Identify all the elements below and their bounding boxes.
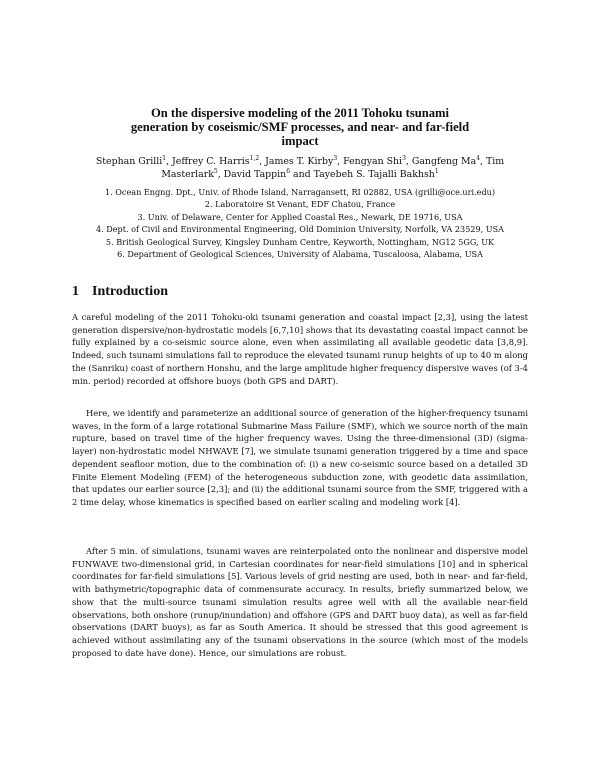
title-line: On the dispersive modeling of the 2011 Tohoku tsunami xyxy=(150,106,450,120)
affiliation-marker: 5 xyxy=(213,167,218,175)
affiliation: 2. Laboratoire St Venant, EDF Chatou, France xyxy=(204,199,396,210)
author-name: , David Tappin xyxy=(217,169,287,180)
affiliation: 6. Department of Geological Sciences, University of Alabama, Tuscaloosa, Alabama, USA xyxy=(117,249,483,260)
affiliation-list xyxy=(40,186,560,260)
author-name: , James T. Kirby xyxy=(259,156,334,167)
affiliation-marker: 1 xyxy=(434,167,439,175)
affiliation: 5. British Geological Survey, Kingsley Dunham Centre, Keyworth, Nottingham, NG12 5GG, UK xyxy=(105,236,495,247)
affiliation-marker: 4 xyxy=(476,154,481,162)
affiliation: 4. Dept. of Civil and Environmental Engineering, Old Dominion University, Norfolk, VA 23529, USA xyxy=(95,224,505,235)
body-paragraph: A careful modeling of the 2011 Tohoku-oki tsunami generation and coastal impact [2,3], using the latest generation dispersive/non-hydrostatic models [6,7,10] shows that its devastating coastal impact cannot be fully explained by a co-seismic source alone, even when assimilating all available geodetic data [3,8,9]. Indeed, such tsunami simulations fail to reproduce the elevated tsunami runup heights of up to 40 m along the (Sanriku) coast of northern Honshu, and the large amplitude higher frequency dispersive waves (of 3-4 min. period) recorded at offshore buoys (both GPS and DART). xyxy=(72,312,528,386)
affiliation-marker: 1,2 xyxy=(249,154,260,162)
body-paragraph: After 5 min. of simulations, tsunami waves are reinterpolated onto the nonlinear and dispersive model FUNWAVE two-dimensional grid, in Cartesian coordinates for near-field simulations [10] and in spherical coordinates for far-field simulations [5]. Various levels of grid nesting are used, both in near- and far-field, with bathymetric/topographic data of commensurate accuracy. In results, briefly summarized below, we show that the multi-source tsunami simulation results agree well with all the available near-field observations, both onshore (runup/inundation) and offshore (GPS and DART buoy data), as well as far-field observations (DART buoys), as far as South America. It should be stressed that this good agreement is achieved without assimilating any of the tsunami observations in the source (which most of the models proposed to date have done). Hence, our simulations are robust. xyxy=(72,546,528,658)
author-name: , Gangfeng Ma xyxy=(405,156,477,167)
affiliation-marker: 1 xyxy=(162,154,167,162)
body-paragraph: Here, we identify and parameterize an additional source of generation of the higher-frequency tsunami waves, in the form of a large rotational Submarine Mass Failure (SMF), which we source north of the main rupture, based on travel time of the higher frequency waves. Using the three-dimensional (3D) (sigma-layer) non-hydrostatic model NHWAVE [7], we simulate tsunami generation triggered by a time and space dependent seafloor motion, due to the combination of: (i) a new co-seismic source based on a detailed 3D Finite Element Modeling (FEM) of the heterogeneous subduction zone, with geodetic data assimilation, that updates our earlier source [2,3]; and (ii) the additional tsunami source from the SMF, triggered with a 2 time delay, whose kinematics is specified based on earlier scaling and modeling work [4]. xyxy=(72,408,528,507)
author-name: Masterlark xyxy=(161,169,214,180)
author-line xyxy=(70,168,530,181)
author-name: , Fengyan Shi xyxy=(337,156,403,167)
title-line: impact xyxy=(281,134,319,148)
section-number: 1 xyxy=(72,284,79,299)
affiliation-marker: 3 xyxy=(333,154,338,162)
author-name: , Tim xyxy=(480,156,505,167)
affiliation-marker: 6 xyxy=(286,167,291,175)
section-title: Introduction xyxy=(92,284,168,299)
author-name: and Tayebeh S. Tajalli Bakhsh xyxy=(290,169,435,180)
affiliation: 1. Ocean Engng. Dpt., Univ. of Rhode Island, Narragansett, RI 02882, USA (grilli@oce.uri.edu) xyxy=(104,187,496,197)
title-line: generation by coseismic/SMF processes, and near- and far-field xyxy=(130,120,470,134)
paper-title xyxy=(60,106,540,148)
section-heading xyxy=(72,284,168,300)
author-list xyxy=(70,155,530,181)
author-name: , Jeffrey C. Harris xyxy=(166,156,250,167)
affiliation-marker: 3 xyxy=(402,154,406,162)
author-name: Stephan Grilli xyxy=(95,156,163,167)
author-line xyxy=(70,155,530,168)
affiliation: 3. Univ. of Delaware, Center for Applied Coastal Res., Newark, DE 19716, USA xyxy=(137,211,463,222)
